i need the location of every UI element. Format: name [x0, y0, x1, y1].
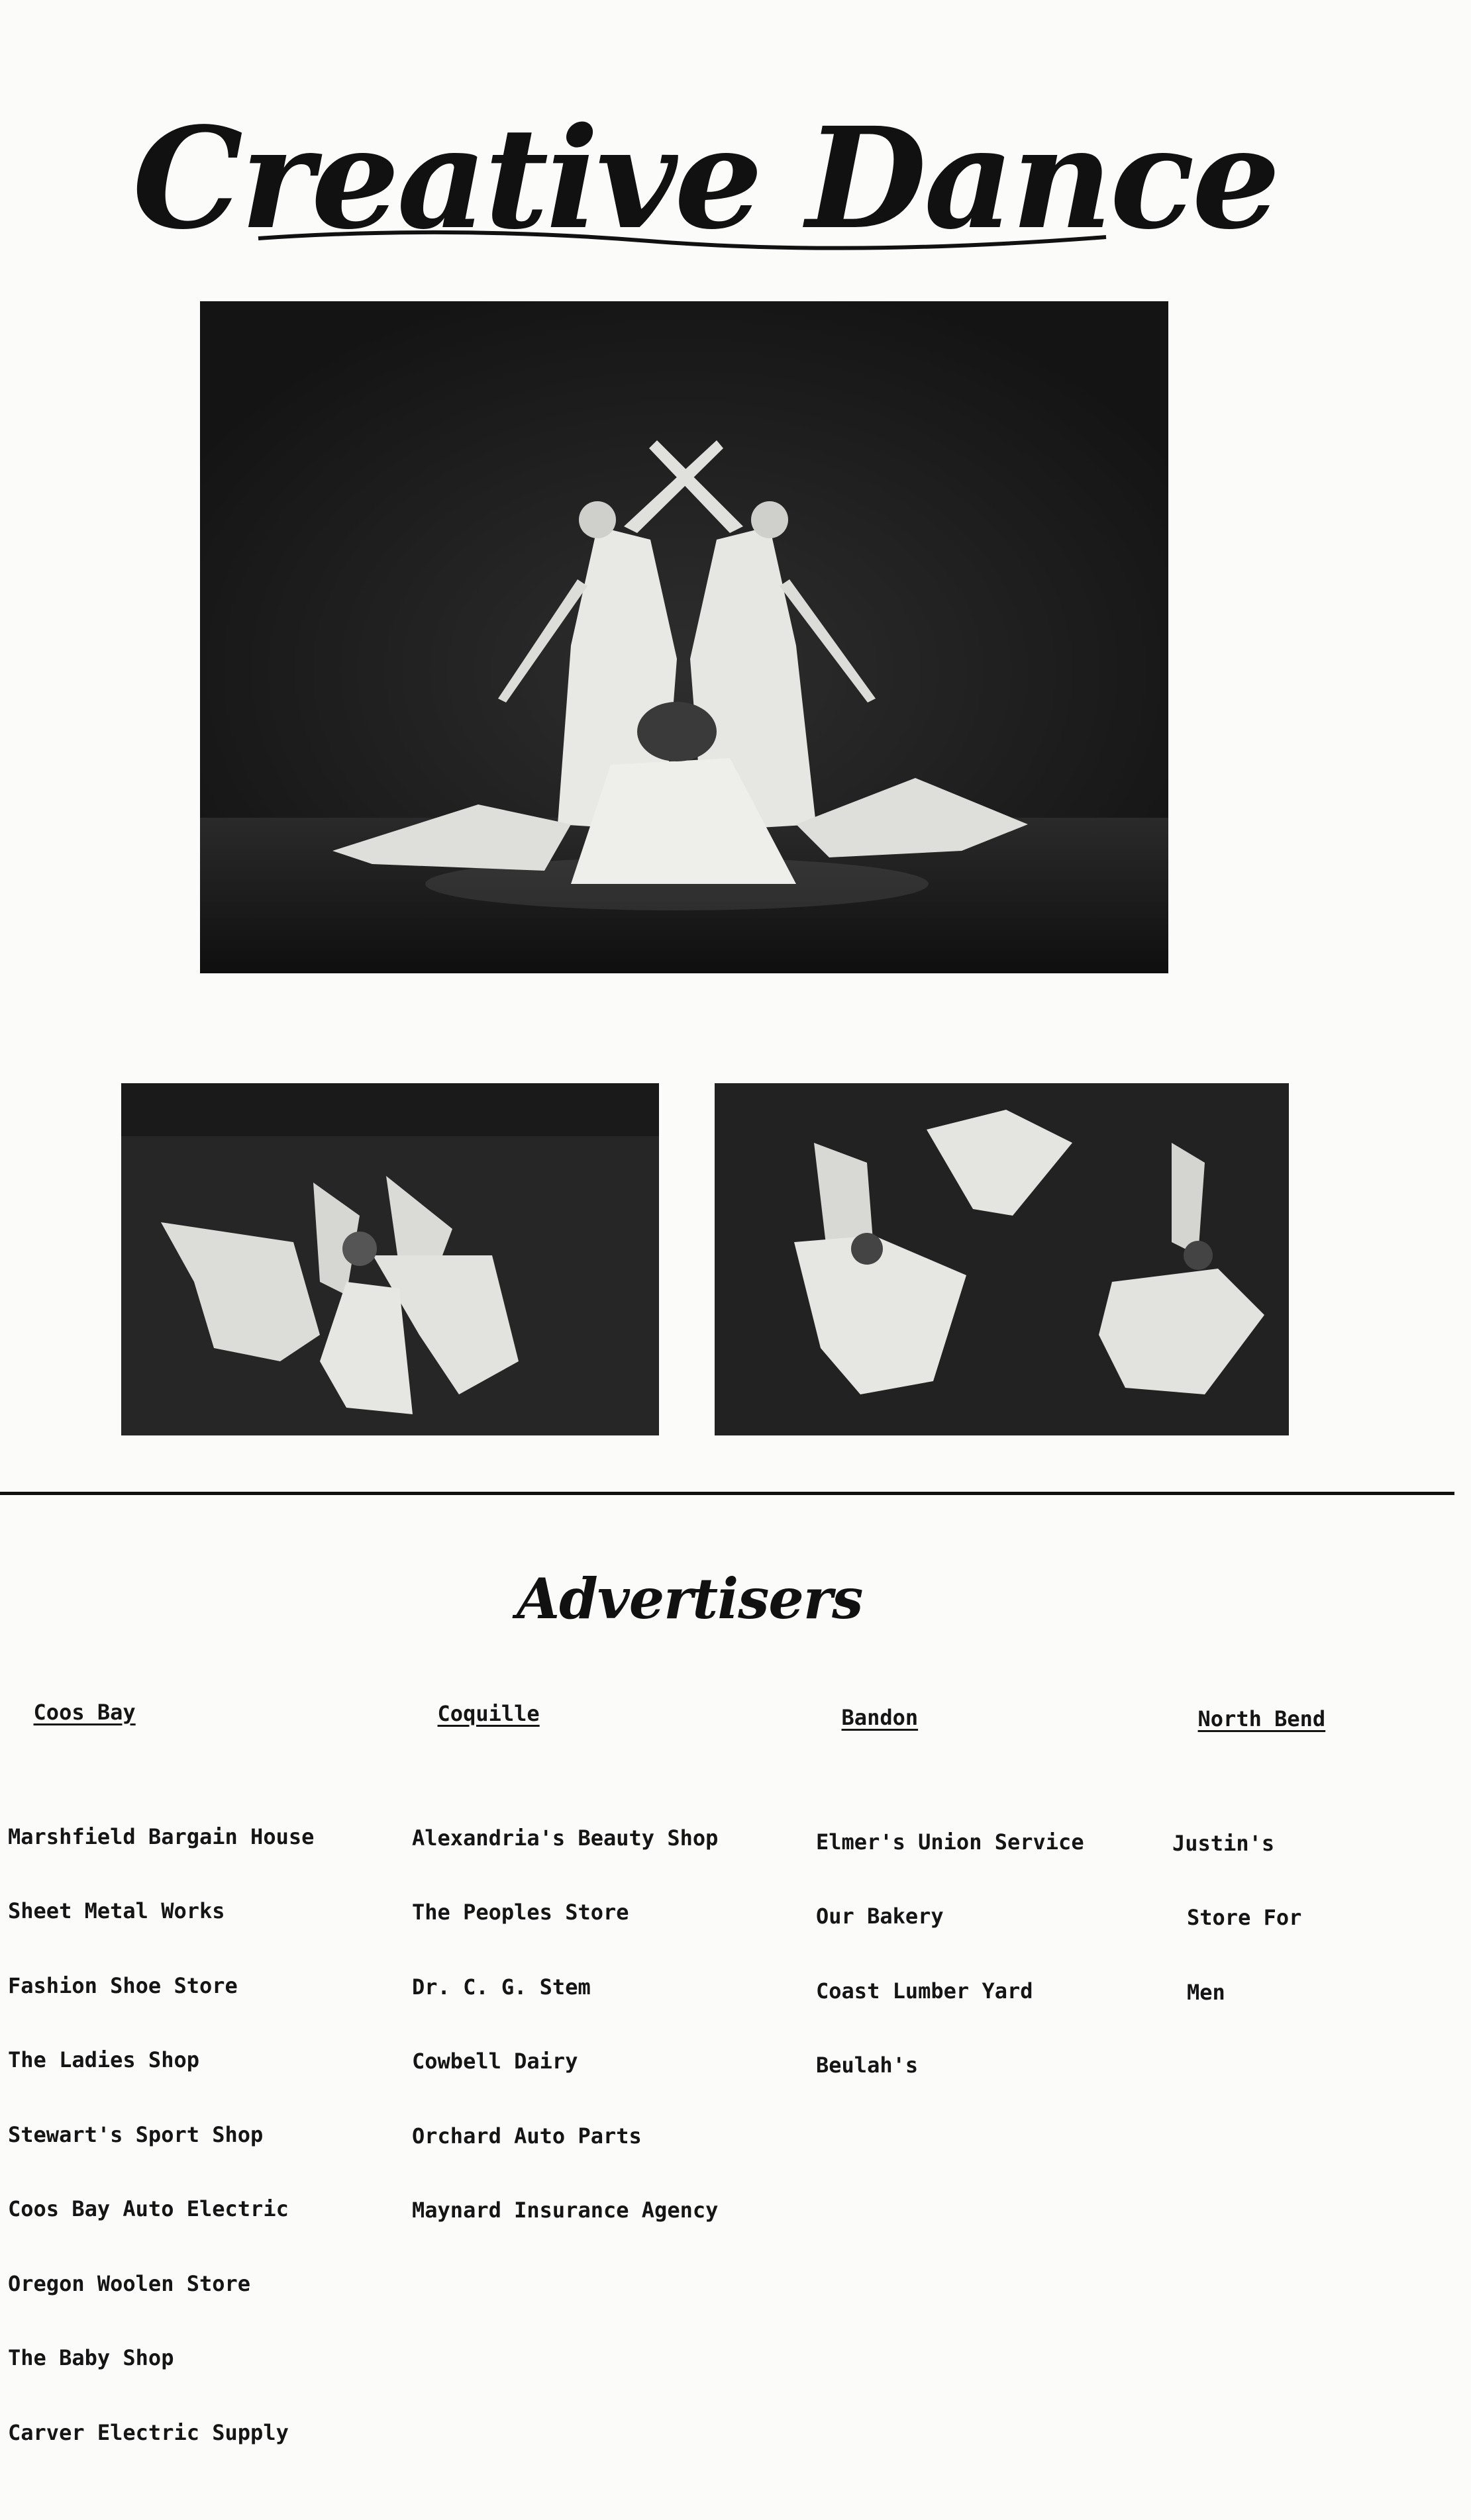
list-item: Justin's [1172, 1830, 1275, 1856]
advertiser-column-coquille [412, 1676, 718, 2298]
list-item: Our Bakery [816, 1904, 944, 1929]
list-item: Cowbell Dairy [412, 2049, 578, 2074]
list-item: Coast Lumber Yard [816, 1978, 1033, 2004]
column-heading: Coquille [437, 1700, 540, 1726]
list-item: The Peoples Store [412, 1900, 629, 1925]
list-item: Men [1187, 1979, 1225, 2005]
list-item: Dr. C. G. Stem [412, 1974, 591, 2000]
advertiser-column-coos-bay [8, 1675, 314, 2520]
list-item: Sheet Metal Works [8, 1898, 225, 1923]
photo-bottom-right [715, 1083, 1289, 1435]
column-heading: Coos Bay [33, 1699, 136, 1725]
column-heading: Bandon [841, 1704, 919, 1730]
photo-bottom-left [121, 1083, 659, 1435]
list-item: Fashion Shoe Store [8, 1972, 238, 1998]
column-heading: North Bend [1197, 1706, 1326, 1731]
advertiser-list [412, 1776, 718, 2273]
list-item: Elmer's Union Service [816, 1829, 1084, 1855]
list-item: The Ladies Shop [8, 2047, 199, 2072]
list-item: Alexandria's Beauty Shop [412, 1825, 719, 1851]
photo-main [200, 301, 1168, 973]
advertiser-list [1172, 1782, 1325, 2055]
advertiser-column-north-bend [1172, 1682, 1325, 2080]
list-item: Stewart's Sport Shop [8, 2121, 264, 2147]
advertiser-list [8, 1775, 314, 2496]
list-item: Orchard Auto Parts [412, 2123, 642, 2149]
list-item: Carver Electric Supply [8, 2419, 289, 2445]
list-item: Oregon Woolen Store [8, 2270, 251, 2296]
advertiser-list [816, 1780, 1084, 2128]
list-item: Maynard Insurance Agency [412, 2198, 719, 2223]
list-item: Marshfield Bargain House [8, 1823, 315, 1849]
advertisers-heading: Advertisers [517, 1566, 863, 1631]
list-item: The Baby Shop [8, 2345, 174, 2370]
list-item: Store For [1187, 1905, 1302, 1930]
page-title: Creative Dance [132, 97, 1278, 260]
advertiser-column-bandon [816, 1680, 1084, 2153]
title-flourish [252, 218, 1113, 258]
list-item: Beulah's [816, 2053, 919, 2078]
section-divider [0, 1492, 1454, 1495]
list-item: Coos Bay Auto Electric [8, 2196, 289, 2221]
